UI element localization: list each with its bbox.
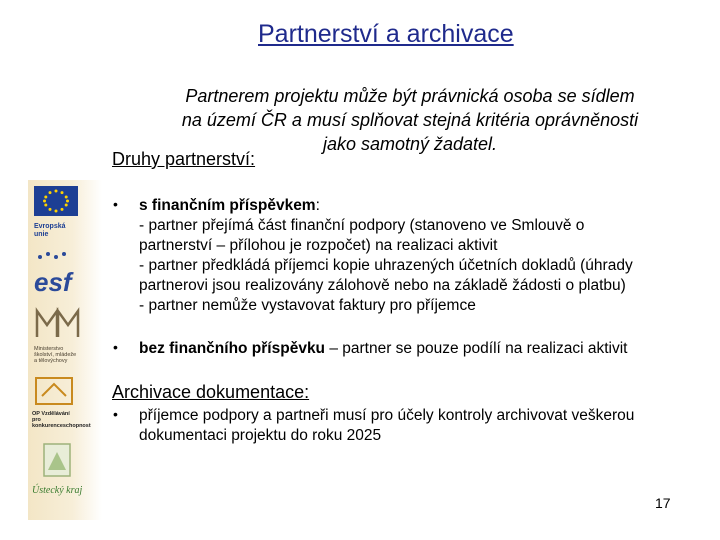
archive-text (139, 406, 717, 446)
bullet-marker: • (113, 339, 118, 355)
intro-text (130, 84, 690, 156)
item-text: – partner se pouze podílí na realizaci aktivit (325, 340, 628, 357)
msmt-caption: Ministerstvo (34, 346, 64, 352)
msmt-logo (34, 305, 94, 369)
item-line: - partner přejímá část finanční podpory (stanoveno ve Smlouvě o (139, 217, 585, 234)
msmt-caption: školství, mládeže (34, 352, 77, 358)
kraj-emblem-icon (32, 440, 82, 480)
eu-flag-icon (34, 186, 78, 216)
item-line: partnerovi jsou realizovány zálohově nebo na základě žádosti o platbu) (139, 277, 626, 294)
page-title-text: Partnerství a archivace (258, 20, 514, 48)
intro-line: jako samotný žadatel. (322, 134, 498, 154)
item-line: - partner nemůže vystavovat faktury pro příjemce (139, 297, 476, 314)
item-line: - partner předkládá příjemci kopie uhrazených účetních dokladů (úhrady (139, 257, 633, 274)
partnership-item-nonfinancial (139, 339, 717, 359)
archive-line: příjemce podpory a partneři musí pro účely kontroly archivovat veškerou (139, 407, 635, 424)
kraj-logo-text: Ústecký kraj (32, 485, 83, 496)
archive-line: dokumentaci projektu do roku 2025 (139, 427, 382, 444)
bullet-marker: • (113, 406, 118, 422)
op-vk-caption: OP Vzdělávání (32, 411, 70, 417)
archive-heading: Archivace dokumentace: (112, 382, 310, 402)
op-vk-caption: pro konkurenceschopnost (32, 417, 91, 429)
op-vk-icon (32, 376, 76, 406)
item-line: partnerství – přílohou je rozpočet) na realizaci aktivit (139, 237, 498, 254)
eu-logo-text: Evropská (34, 223, 66, 230)
eu-logo (34, 186, 78, 236)
intro-line: Partnerem projektu může být právnická osoba se sídlem (185, 86, 635, 106)
item-label: bez finančního příspěvku (139, 340, 326, 357)
msmt-icon (34, 305, 80, 341)
intro-line: na území ČR a musí splňovat stejná kritéria oprávněnosti (181, 110, 639, 130)
page-number: 17 (655, 495, 671, 511)
esf-logo (34, 250, 84, 297)
msmt-caption: a tělovýchovy (34, 358, 68, 364)
item-label: s finančním příspěvkem (139, 197, 316, 214)
esf-logo-text: esf (34, 267, 72, 297)
esf-stars-icon (34, 250, 84, 264)
eu-logo-text: unie (34, 231, 49, 238)
op-vk-logo (32, 376, 98, 430)
partnership-item-financial (139, 196, 717, 316)
item-label-suffix: : (315, 197, 320, 214)
kraj-logo (32, 440, 98, 506)
partnership-heading: Druhy partnerství: (112, 149, 256, 169)
bullet-marker: • (113, 196, 118, 212)
